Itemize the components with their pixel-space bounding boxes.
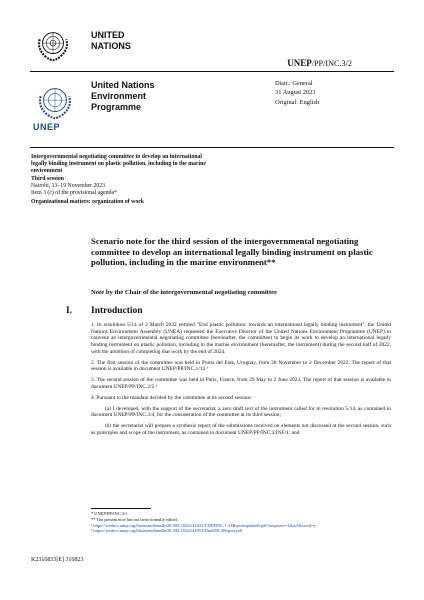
footnote-3-link[interactable]: ¹ https://wedocs.unep.org/bitstream/handle/20.500.11822/41841/UNEPINC.1-14ReportupdatedI.pdf?sequence=1&isAllowed=y (91, 522, 316, 528)
document-title: Scenario note for the third session of the intergovernmental negotiating committee to develop an international legally binding instrument on plastic pollution, including in the marine environment** (91, 236, 373, 268)
session-info (31, 154, 211, 206)
footnote-4[interactable] (91, 528, 391, 534)
document-symbol (287, 58, 352, 68)
session-name: Third session (31, 175, 65, 182)
footnote-4-link[interactable]: ² https://wedocs.unep.org/bitstream/handle/20.500.11822/42953/FinalINC2Report.pdf (91, 528, 243, 534)
section-number: I. (66, 306, 73, 316)
distribution: Distr.: General (275, 80, 313, 87)
original-language: Original: English (275, 99, 320, 107)
header-rule-bottom (30, 147, 394, 148)
paragraph-1: 1. In resolution 5/14 of 2 March 2022 entitled "End plastic pollution: towards an international legally binding instrument", the United Nations Environment Assembly (UNEA) requested the Executive Director of the United Nations Environment Programme (UNEP) to convene an intergovernmental negotiating committee (hereinafter, the committee) to begin its work to develop an international legally binding instrument on plastic pollution, including in the marine environment (hereinafter, the instrument) during the second half of 2022, with the ambition of completing that work by the end of 2024. (91, 322, 391, 355)
un-name (91, 30, 131, 52)
paragraph-2: 2. The first session of the committee was held in Punta del Este, Uruguay, from 28 November to 2 December 2022. The report of that session is available in document UNEP/PP/INC.1/14.¹ (91, 359, 391, 373)
unep-name-line1: United Nations (91, 80, 155, 90)
un-name-line1: UNITED (91, 30, 125, 40)
footnote-rule (91, 508, 151, 509)
paragraph-4a: (a) I developed, with the support of the secretariat, a zero draft text of the instrument called for in resolution 5/14, as contained in document UNEP/PP/INC.3/4, for the consideration of the committee at its third session; (91, 405, 391, 419)
footnotes (91, 511, 391, 534)
section-title: Introduction (91, 306, 143, 316)
agenda-item: Item 3 (c) of the provisional agenda* (31, 190, 117, 197)
unep-logo-icon (34, 80, 76, 124)
paragraph-4b: (b) the secretariat will prepare a synthesis report of the submissions received on elements not discussed at the second session, such as principles and scope of the instrument, as contained in document UNEP/PP/INC.3/INF/1; and (91, 423, 391, 437)
session-place-date: Nairobi, 13–19 November 2023 (31, 182, 106, 189)
unep-name-line2: Environment (91, 91, 147, 101)
byline: Note by the Chair of the intergovernmental negotiating committee (91, 289, 277, 296)
paragraph-3: 3. The second session of the committee was held in Paris, France, from 29 May to 2 June 2023. The report of that session is available in document UNEP/PP/INC.2/5.² (91, 377, 391, 390)
footnote-2: ** The present note has not been formally edited. (91, 516, 178, 522)
committee-name: Intergovernmental negotiating committee to develop an international legally binding instrument on plastic pollution, including in the marine environment (31, 154, 206, 175)
footnote-1: * UNEP/PP/INC.3/1. (91, 511, 129, 516)
un-name-line2: NATIONS (91, 41, 131, 51)
symbol-bold: UNEP (287, 58, 312, 68)
body-text (91, 322, 391, 441)
unep-logo-text: UNEP (33, 122, 61, 132)
header-rule-top (30, 71, 394, 72)
agenda-item-title: Organizational matters: organization of work (31, 199, 145, 206)
distribution-info (275, 80, 319, 108)
job-number: K2316833[E] 310823 (31, 557, 84, 563)
paragraph-4: 4. Pursuant to the mandate decided by the committee at its second session: (91, 394, 252, 401)
unep-name-line3: Programme (91, 102, 142, 112)
issue-date: 31 August 2023 (275, 88, 316, 96)
unep-name (91, 80, 155, 113)
un-emblem-icon (34, 26, 72, 64)
symbol-rest: /PP/INC.3/2 (311, 59, 352, 68)
